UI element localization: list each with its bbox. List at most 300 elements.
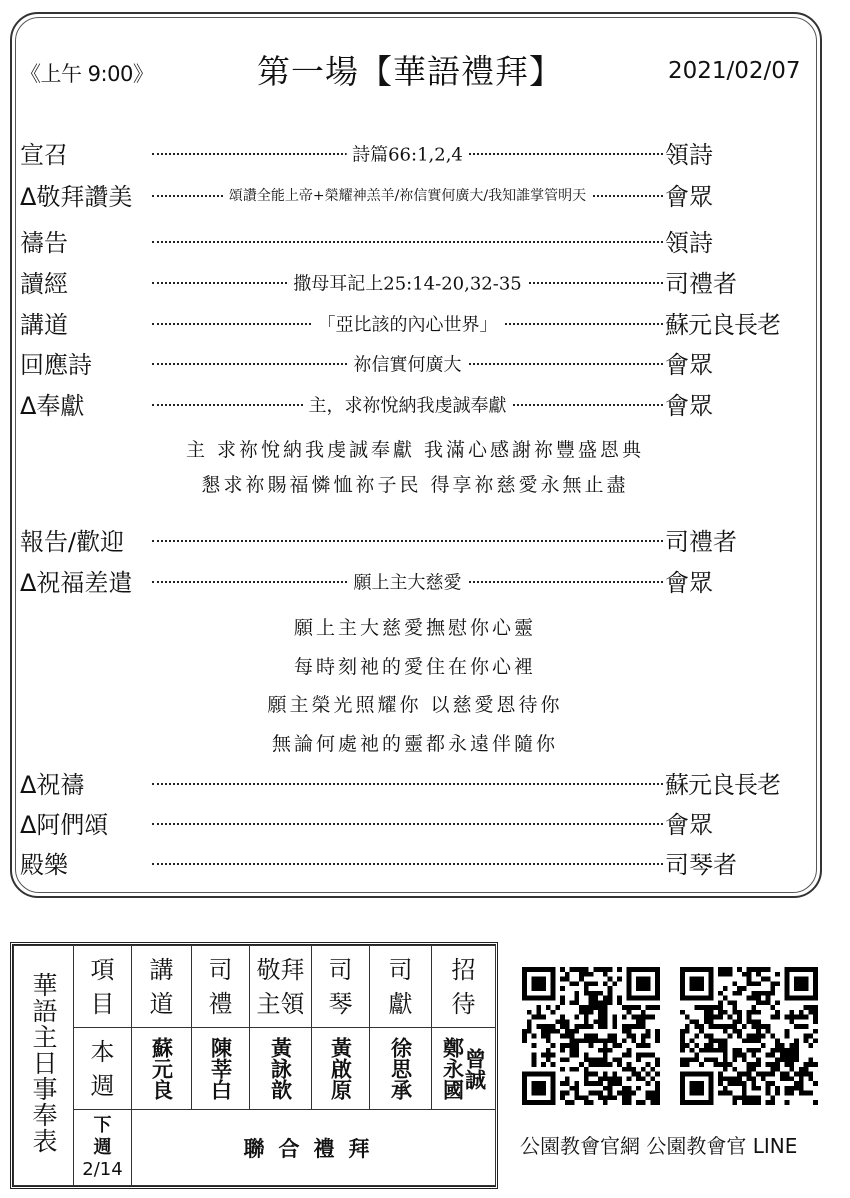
qr-module — [728, 972, 733, 977]
qr-module — [603, 1043, 608, 1048]
qr-module — [636, 1057, 641, 1062]
qr-module — [766, 977, 771, 982]
qr-module — [560, 1091, 565, 1096]
qr-module — [560, 1095, 565, 1100]
qr-module — [770, 1034, 775, 1039]
qr-module — [785, 1053, 790, 1058]
qr-module — [603, 1015, 608, 1020]
qr-module — [808, 1057, 813, 1062]
qr-module — [694, 1019, 699, 1024]
qr-module — [756, 972, 761, 977]
service-item-name: Δ祝禱 — [20, 770, 85, 799]
qr-module — [785, 1062, 790, 1067]
qr-module — [747, 1010, 752, 1015]
qr-module — [713, 1015, 718, 1020]
qr-module — [789, 1043, 794, 1048]
qr-module — [584, 1010, 589, 1015]
qr-module — [636, 1072, 641, 1077]
qr-module — [570, 1053, 575, 1058]
qr-module — [747, 1072, 752, 1077]
service-item-person: 司禮者 — [665, 269, 737, 298]
qr-module — [584, 1053, 589, 1058]
qr-finder-pattern — [794, 977, 808, 991]
qr-module — [775, 1091, 780, 1096]
service-row — [20, 175, 802, 213]
service-item-person: 蘇元良長老 — [665, 770, 780, 799]
qr-module — [574, 1024, 579, 1029]
qr-module — [785, 1048, 790, 1053]
qr-module — [603, 1053, 608, 1058]
qr-module — [570, 1067, 575, 1072]
qr-module — [593, 991, 598, 996]
qr-module — [685, 1057, 690, 1062]
qr-module — [732, 1100, 737, 1105]
qr-module — [584, 1076, 589, 1081]
qr-module — [751, 1019, 756, 1024]
qr-module — [789, 1053, 794, 1058]
qr-module — [761, 1072, 766, 1077]
qr-module — [584, 1067, 589, 1072]
qr-module — [598, 1005, 603, 1010]
qr-module — [775, 1015, 780, 1020]
qr-module — [732, 1024, 737, 1029]
qr-module — [579, 1010, 584, 1015]
qr-module — [680, 1062, 685, 1067]
qr-module — [732, 1005, 737, 1010]
service-item-detail: 撒母耳記上25:14-20,32-35 — [287, 269, 527, 295]
qr-module — [617, 967, 622, 972]
qr-module — [641, 1038, 646, 1043]
qr-module — [737, 1081, 742, 1086]
service-item-person: 司琴者 — [665, 850, 737, 879]
qr-module — [589, 996, 594, 1001]
qr-module — [560, 996, 565, 1001]
qr-module — [574, 1091, 579, 1096]
qr-module — [617, 1081, 622, 1086]
qr-module — [584, 986, 589, 991]
qr-module — [794, 1038, 799, 1043]
qr-module — [565, 972, 570, 977]
qr-module — [756, 1000, 761, 1005]
qr-module — [598, 1076, 603, 1081]
qr-module — [709, 1024, 714, 1029]
qr-module — [756, 1048, 761, 1053]
qr-module — [641, 1019, 646, 1024]
qr-module — [728, 1081, 733, 1086]
qr-module — [718, 1010, 723, 1015]
qr-module — [718, 967, 723, 972]
qr-module — [646, 1034, 651, 1039]
qr-module — [584, 967, 589, 972]
qr-module — [627, 1005, 632, 1010]
qr-module — [718, 1076, 723, 1081]
qr-module — [747, 967, 752, 972]
qr-module — [612, 1043, 617, 1048]
service-item-name: 禱告 — [20, 228, 68, 257]
qr-module — [751, 1048, 756, 1053]
qr-module — [718, 1015, 723, 1020]
service-row — [20, 221, 802, 259]
qr-module — [593, 1062, 598, 1067]
qr-module — [589, 1000, 594, 1005]
service-item-detail: 頌讚全能上帝+榮耀神羔羊/祢信實何廣大/我知誰掌管明天 — [223, 185, 592, 205]
qr-module — [685, 1029, 690, 1034]
qr-module — [737, 986, 742, 991]
roster-next-week-label: 下週 2/14 — [74, 1110, 132, 1186]
qr-module — [612, 1076, 617, 1081]
qr-module — [751, 1062, 756, 1067]
qr-module — [761, 977, 766, 982]
qr-module — [709, 1034, 714, 1039]
qr-module — [532, 1034, 537, 1039]
qr-module — [785, 1076, 790, 1081]
qr-module — [655, 1100, 660, 1105]
qr-module — [723, 996, 728, 1001]
qr-module — [574, 996, 579, 1001]
qr-module — [560, 1057, 565, 1062]
qr-module — [704, 1010, 709, 1015]
qr-module — [631, 1024, 636, 1029]
qr-module — [690, 1057, 695, 1062]
qr-module — [723, 1067, 728, 1072]
qr-module — [751, 981, 756, 986]
qr-module — [680, 1057, 685, 1062]
qr-module — [541, 1024, 546, 1029]
dot-leader — [150, 561, 665, 599]
qr-module — [608, 1095, 613, 1100]
roster-cell — [250, 1028, 312, 1110]
service-item-name: 講道 — [20, 310, 68, 339]
roster-cell — [432, 1028, 496, 1110]
qr-module — [794, 1048, 799, 1053]
qr-module — [789, 1010, 794, 1015]
qr-module — [560, 1000, 565, 1005]
qr-module — [536, 1024, 541, 1029]
qr-module — [636, 1019, 641, 1024]
qr-module — [704, 1043, 709, 1048]
qr-module — [541, 1053, 546, 1058]
qr-module — [555, 1005, 560, 1010]
qr-module — [690, 1038, 695, 1043]
qr-module — [775, 1000, 780, 1005]
qr-module — [680, 1034, 685, 1039]
qr-module — [747, 1019, 752, 1024]
qr-module — [598, 1000, 603, 1005]
qr-module — [617, 996, 622, 1001]
service-item-name: Δ敬拜讚美 — [20, 182, 133, 211]
service-row — [20, 561, 802, 599]
qr-module — [551, 1062, 556, 1067]
qr-module — [584, 972, 589, 977]
qr-module — [565, 1024, 570, 1029]
qr-module — [560, 977, 565, 982]
qr-module — [551, 1043, 556, 1048]
service-item-person: 會眾 — [665, 182, 713, 211]
qr-module — [723, 1038, 728, 1043]
roster-col-pianist: 司琴 — [312, 946, 370, 1028]
qr-module — [584, 1019, 589, 1024]
qr-module — [766, 1086, 771, 1091]
qr-module — [584, 991, 589, 996]
qr-module — [813, 1029, 818, 1034]
qr-module — [780, 1048, 785, 1053]
qr-module — [641, 1015, 646, 1020]
service-row — [20, 262, 802, 300]
qr-module — [747, 996, 752, 1001]
qr-module — [789, 1048, 794, 1053]
qr-module — [732, 1048, 737, 1053]
qr-module — [603, 1086, 608, 1091]
qr-module — [718, 1081, 723, 1086]
roster-title — [14, 946, 74, 1186]
qr-module — [732, 1067, 737, 1072]
dot-leader — [150, 221, 665, 259]
qr-module — [747, 1038, 752, 1043]
qr-module — [603, 996, 608, 1001]
service-item-name: 讀經 — [20, 269, 68, 298]
service-item-name: Δ祝福差遣 — [20, 568, 133, 597]
qr-module — [709, 1038, 714, 1043]
service-row — [20, 133, 802, 171]
qr-module — [751, 991, 756, 996]
qr-module — [627, 1034, 632, 1039]
qr-module — [723, 986, 728, 991]
qr-module — [565, 977, 570, 982]
qr-module — [737, 1015, 742, 1020]
qr-module — [723, 1053, 728, 1058]
qr-module — [723, 967, 728, 972]
qr-module — [608, 1076, 613, 1081]
qr-module — [522, 1038, 527, 1043]
qr-module — [718, 1038, 723, 1043]
line-qr-code[interactable] — [680, 967, 818, 1105]
qr-module — [737, 1034, 742, 1039]
qr-module — [551, 1024, 556, 1029]
qr-module — [627, 1067, 632, 1072]
service-item-name: 回應詩 — [20, 350, 92, 379]
qr-module — [737, 1010, 742, 1015]
qr-module — [756, 1010, 761, 1015]
qr-module — [612, 1019, 617, 1024]
qr-module — [612, 1072, 617, 1077]
qr-module — [770, 1100, 775, 1105]
qr-module — [627, 1076, 632, 1081]
qr-module — [732, 1053, 737, 1058]
qr-module — [584, 981, 589, 986]
qr-code-graphic — [680, 967, 818, 1105]
qr-module — [718, 1043, 723, 1048]
qr-module — [794, 1057, 799, 1062]
qr-module — [570, 1029, 575, 1034]
qr-module — [747, 981, 752, 986]
qr-module — [603, 1010, 608, 1015]
service-item-person: 會眾 — [665, 391, 713, 420]
qr-module — [584, 1034, 589, 1039]
qr-module — [723, 1057, 728, 1062]
qr-module — [584, 1005, 589, 1010]
website-qr-code[interactable] — [522, 967, 660, 1105]
qr-module — [789, 1019, 794, 1024]
qr-module — [636, 1100, 641, 1105]
roster-cell — [132, 1028, 192, 1110]
service-item-person: 領詩 — [665, 228, 713, 257]
roster-next-week-note: 聯合禮拜 — [132, 1110, 496, 1186]
qr-module — [804, 1034, 809, 1039]
qr-module — [766, 1029, 771, 1034]
service-row — [20, 384, 802, 422]
qr-module — [584, 1081, 589, 1086]
qr-module — [751, 1081, 756, 1086]
qr-module — [789, 1062, 794, 1067]
qr-module — [794, 1024, 799, 1029]
qr-module — [742, 1095, 747, 1100]
roster-name: 鄭永國 — [440, 1037, 465, 1100]
qr-module — [589, 1038, 594, 1043]
qr-module — [627, 1029, 632, 1034]
qr-module — [709, 1057, 714, 1062]
qr-module — [574, 991, 579, 996]
roster-this-week-label: 本週 — [74, 1028, 132, 1110]
roster-col-liturgist: 司禮 — [192, 946, 250, 1028]
service-item-person: 會眾 — [665, 350, 713, 379]
qr-module — [713, 1038, 718, 1043]
qr-module — [574, 1053, 579, 1058]
qr-module — [565, 1029, 570, 1034]
qr-module — [612, 1034, 617, 1039]
qr-module — [680, 1043, 685, 1048]
qr-module — [718, 1072, 723, 1077]
qr-module — [598, 1081, 603, 1086]
qr-module — [593, 981, 598, 986]
qr-module — [723, 1024, 728, 1029]
qr-module — [560, 986, 565, 991]
qr-module — [574, 1000, 579, 1005]
qr-module — [574, 1095, 579, 1100]
qr-module — [756, 1072, 761, 1077]
qr-module — [603, 1076, 608, 1081]
qr-module — [603, 972, 608, 977]
qr-caption: 公園教會官網 公園教會官 LINE — [520, 1134, 798, 1158]
qr-module — [655, 1091, 660, 1096]
qr-module — [766, 1081, 771, 1086]
service-row — [20, 520, 802, 558]
roster-name: 蘇元良 — [149, 1037, 174, 1100]
qr-module — [603, 1057, 608, 1062]
qr-module — [560, 1019, 565, 1024]
qr-module — [742, 1100, 747, 1105]
qr-module — [756, 1057, 761, 1062]
qr-module — [574, 967, 579, 972]
qr-module — [641, 1053, 646, 1058]
qr-module — [608, 991, 613, 996]
qr-module — [574, 1081, 579, 1086]
qr-finder-pattern — [636, 977, 650, 991]
qr-module — [636, 1043, 641, 1048]
qr-module — [612, 1081, 617, 1086]
qr-module — [709, 1043, 714, 1048]
qr-module — [546, 1053, 551, 1058]
qr-module — [522, 1029, 527, 1034]
qr-module — [751, 1086, 756, 1091]
qr-module — [603, 1072, 608, 1077]
qr-module — [622, 1053, 627, 1058]
qr-module — [685, 1024, 690, 1029]
service-item-name: Δ阿們頌 — [20, 810, 109, 839]
qr-module — [718, 972, 723, 977]
qr-module — [589, 1062, 594, 1067]
qr-module — [756, 1062, 761, 1067]
roster-name: 徐思承 — [388, 1037, 413, 1100]
qr-module — [728, 1015, 733, 1020]
offering-lyric-line: 懇求祢賜福憐恤祢子民 得享祢慈愛永無止盡 — [201, 474, 629, 496]
qr-module — [593, 1019, 598, 1024]
service-item-person: 會眾 — [665, 568, 713, 597]
qr-module — [636, 1076, 641, 1081]
qr-module — [794, 1043, 799, 1048]
service-row — [20, 763, 802, 801]
dot-leader — [150, 133, 665, 171]
qr-module — [612, 1024, 617, 1029]
qr-module — [641, 1034, 646, 1039]
qr-module — [631, 1034, 636, 1039]
qr-module — [756, 1019, 761, 1024]
qr-module — [718, 1062, 723, 1067]
qr-module — [612, 981, 617, 986]
qr-module — [622, 1024, 627, 1029]
qr-module — [589, 1034, 594, 1039]
qr-module — [603, 1000, 608, 1005]
qr-module — [641, 1067, 646, 1072]
qr-module — [631, 1091, 636, 1096]
qr-module — [804, 1038, 809, 1043]
qr-module — [699, 1062, 704, 1067]
qr-module — [532, 1053, 537, 1058]
qr-module — [565, 1043, 570, 1048]
dot-leader — [150, 384, 665, 422]
qr-module — [574, 1029, 579, 1034]
qr-module — [751, 1005, 756, 1010]
qr-module — [761, 1024, 766, 1029]
qr-module — [646, 1043, 651, 1048]
qr-module — [627, 1100, 632, 1105]
qr-module — [751, 1100, 756, 1105]
qr-module — [751, 1053, 756, 1058]
qr-module — [641, 1010, 646, 1015]
roster-next-week-date: 2/14 — [82, 1158, 123, 1180]
qr-module — [593, 1000, 598, 1005]
qr-module — [723, 1029, 728, 1034]
qr-module — [770, 981, 775, 986]
qr-module — [565, 1091, 570, 1096]
qr-module — [598, 1015, 603, 1020]
qr-module — [747, 972, 752, 977]
qr-module — [780, 1053, 785, 1058]
qr-module — [766, 1062, 771, 1067]
qr-module — [713, 1024, 718, 1029]
qr-module — [747, 1048, 752, 1053]
qr-module — [709, 1005, 714, 1010]
service-item-person: 蘇元良長老 — [665, 310, 780, 339]
roster-name: 曾誠 — [462, 1047, 487, 1090]
qr-module — [756, 1034, 761, 1039]
qr-module — [813, 1005, 818, 1010]
service-item-person: 司禮者 — [665, 527, 737, 556]
qr-module — [775, 972, 780, 977]
qr-module — [560, 1034, 565, 1039]
qr-module — [584, 1100, 589, 1105]
qr-module — [570, 981, 575, 986]
qr-module — [565, 1019, 570, 1024]
